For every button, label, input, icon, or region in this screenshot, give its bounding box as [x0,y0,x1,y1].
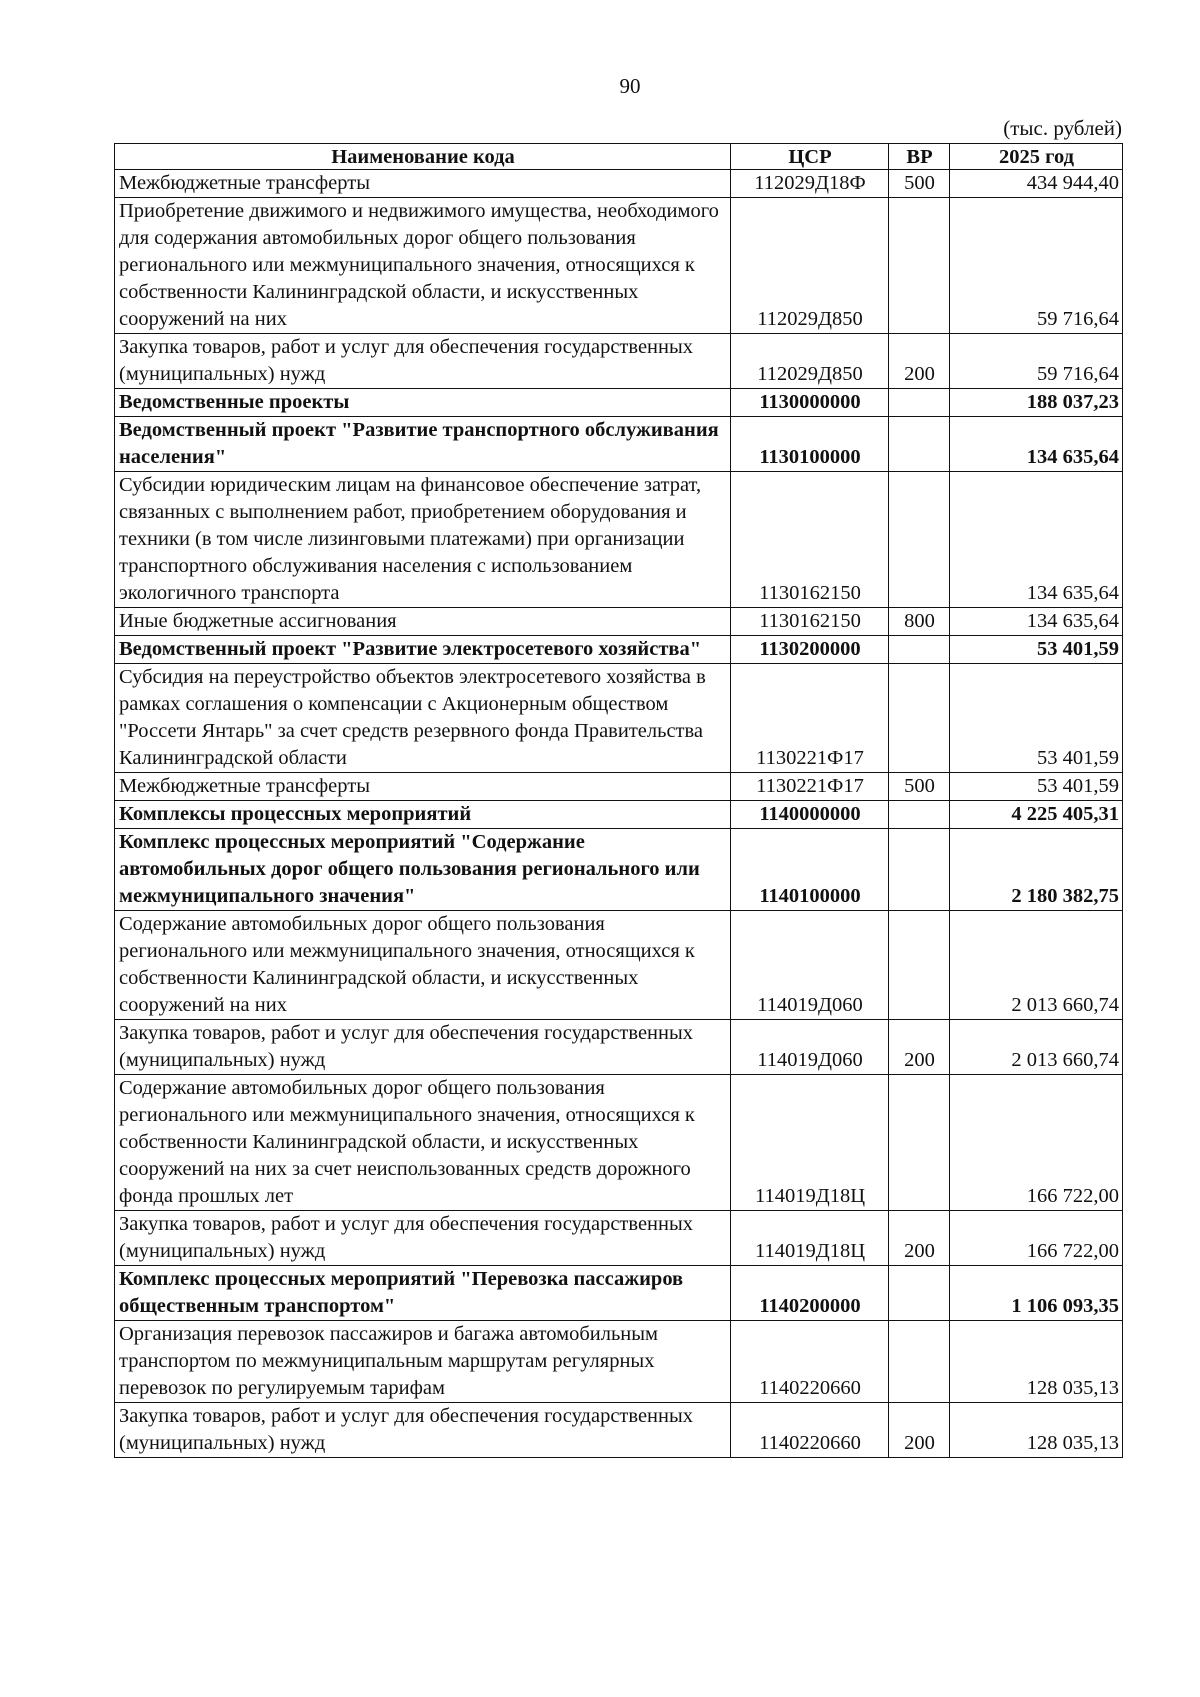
row-csr-cell: 1140100000 [731,829,889,911]
table-row [115,472,1123,608]
row-sum-cell: 53 401,59 [950,773,1123,801]
header-csr: ЦСР [731,144,889,170]
row-csr-cell: 114019Д060 [731,911,889,1020]
row-vr-cell: 200 [889,1211,950,1266]
row-vr-cell [889,389,950,417]
row-name-cell: Закупка товаров, работ и услуг для обеспечения государственных (муниципальных) нужд [115,1403,731,1458]
row-vr-cell [889,417,950,472]
row-vr-cell [889,472,950,608]
row-name-cell: Содержание автомобильных дорог общего пользования регионального или межмуниципального значения, относящихся к собственности Калининградской области, и искусственных сооружений на них [115,911,731,1020]
table-row [115,1211,1123,1266]
table-row [115,1266,1123,1321]
row-vr-cell [889,198,950,334]
row-name-cell: Закупка товаров, работ и услуг для обеспечения государственных (муниципальных) нужд [115,1211,731,1266]
row-csr-cell: 1130000000 [731,389,889,417]
row-vr-cell [889,1266,950,1321]
row-vr-cell: 500 [889,170,950,198]
table-row [115,636,1123,664]
row-csr-cell: 114019Д18Ц [731,1075,889,1211]
row-csr-cell: 1140200000 [731,1266,889,1321]
row-sum-cell: 59 716,64 [950,198,1123,334]
row-csr-cell: 1130100000 [731,417,889,472]
row-name-cell: Комплексы процессных мероприятий [115,801,731,829]
row-csr-cell: 112029Д850 [731,198,889,334]
table-body [115,170,1123,1458]
row-sum-cell: 53 401,59 [950,664,1123,773]
page-number: 90 [619,74,641,98]
table-header-row [115,144,1123,170]
table-row [115,389,1123,417]
header-year: 2025 год [950,144,1123,170]
header-vr: ВР [889,144,950,170]
row-vr-cell [889,1321,950,1403]
row-name-cell: Закупка товаров, работ и услуг для обеспечения государственных (муниципальных) нужд [115,1020,731,1075]
row-csr-cell: 1140220660 [731,1403,889,1458]
row-csr-cell: 112029Д18Ф [731,170,889,198]
row-name-cell: Приобретение движимого и недвижимого имущества, необходимого для содержания автомобильных дорог общего пользования регионального или межмуниципального значения, относящихся к собственности Калининградской области, и искусственных сооружений на них [115,198,731,334]
row-vr-cell: 200 [889,334,950,389]
row-sum-cell: 2 013 660,74 [950,1020,1123,1075]
row-csr-cell: 114019Д060 [731,1020,889,1075]
row-name-cell: Межбюджетные трансферты [115,170,731,198]
table-row [115,1075,1123,1211]
row-name-cell: Содержание автомобильных дорог общего пользования регионального или межмуниципального значения, относящихся к собственности Калининградской области, и искусственных сооружений на них за счет неиспользованных средств дорожного фонда прошлых лет [115,1075,731,1211]
table-row [115,334,1123,389]
row-sum-cell: 4 225 405,31 [950,801,1123,829]
row-sum-cell: 2 180 382,75 [950,829,1123,911]
table-row [115,1403,1123,1458]
row-vr-cell [889,911,950,1020]
row-name-cell: Комплекс процессных мероприятий "Перевозка пассажиров общественным транспортом" [115,1266,731,1321]
row-name-cell: Комплекс процессных мероприятий "Содержание автомобильных дорог общего пользования регионального или межмуниципального значения" [115,829,731,911]
row-sum-cell: 188 037,23 [950,389,1123,417]
row-name-cell: Ведомственный проект "Развитие транспортного обслуживания населения" [115,417,731,472]
table-row [115,911,1123,1020]
row-name-cell: Ведомственный проект "Развитие электросетевого хозяйства" [115,636,731,664]
table-row [115,1321,1123,1403]
row-name-cell: Закупка товаров, работ и услуг для обеспечения государственных (муниципальных) нужд [115,334,731,389]
table-row [115,170,1123,198]
row-name-cell: Субсидии юридическим лицам на финансовое обеспечение затрат, связанных с выполнением работ, приобретением оборудования и техники (в том числе лизинговыми платежами) при организации транспортного обслуживания населения с использованием экологичного транспорта [115,472,731,608]
row-sum-cell: 128 035,13 [950,1321,1123,1403]
row-sum-cell: 166 722,00 [950,1075,1123,1211]
table-row [115,608,1123,636]
row-vr-cell [889,829,950,911]
row-csr-cell: 1130221Ф17 [731,664,889,773]
row-sum-cell: 2 013 660,74 [950,911,1123,1020]
table-row [115,773,1123,801]
row-sum-cell: 59 716,64 [950,334,1123,389]
row-vr-cell [889,801,950,829]
row-vr-cell: 800 [889,608,950,636]
row-csr-cell: 1140220660 [731,1321,889,1403]
row-name-cell: Организация перевозок пассажиров и багажа автомобильным транспортом по межмуниципальным маршрутам регулярных перевозок по регулируемым тарифам [115,1321,731,1403]
row-vr-cell: 200 [889,1403,950,1458]
row-name-cell: Субсидия на переустройство объектов электросетевого хозяйства в рамках соглашения о компенсации с Акционерным обществом "Россети Янтарь" за счет средств резервного фонда Правительства Калининградской области [115,664,731,773]
row-sum-cell: 134 635,64 [950,608,1123,636]
units-label: (тыс. рублей) [1003,116,1122,140]
row-sum-cell: 434 944,40 [950,170,1123,198]
table-row [115,1020,1123,1075]
table-row [115,801,1123,829]
row-sum-cell: 53 401,59 [950,636,1123,664]
row-vr-cell [889,1075,950,1211]
table-row [115,198,1123,334]
row-csr-cell: 1140000000 [731,801,889,829]
row-sum-cell: 128 035,13 [950,1403,1123,1458]
row-csr-cell: 112029Д850 [731,334,889,389]
row-name-cell: Ведомственные проекты [115,389,731,417]
row-vr-cell [889,664,950,773]
row-sum-cell: 166 722,00 [950,1211,1123,1266]
row-sum-cell: 1 106 093,35 [950,1266,1123,1321]
row-csr-cell: 1130162150 [731,472,889,608]
row-csr-cell: 1130221Ф17 [731,773,889,801]
row-vr-cell: 200 [889,1020,950,1075]
row-name-cell: Иные бюджетные ассигнования [115,608,731,636]
row-sum-cell: 134 635,64 [950,472,1123,608]
table-row [115,829,1123,911]
row-csr-cell: 1130200000 [731,636,889,664]
table-row [115,417,1123,472]
header-name: Наименование кода [115,144,731,170]
row-sum-cell: 134 635,64 [950,417,1123,472]
row-name-cell: Межбюджетные трансферты [115,773,731,801]
row-csr-cell: 114019Д18Ц [731,1211,889,1266]
row-csr-cell: 1130162150 [731,608,889,636]
budget-table [114,143,1123,1458]
row-vr-cell [889,636,950,664]
table-row [115,664,1123,773]
row-vr-cell: 500 [889,773,950,801]
